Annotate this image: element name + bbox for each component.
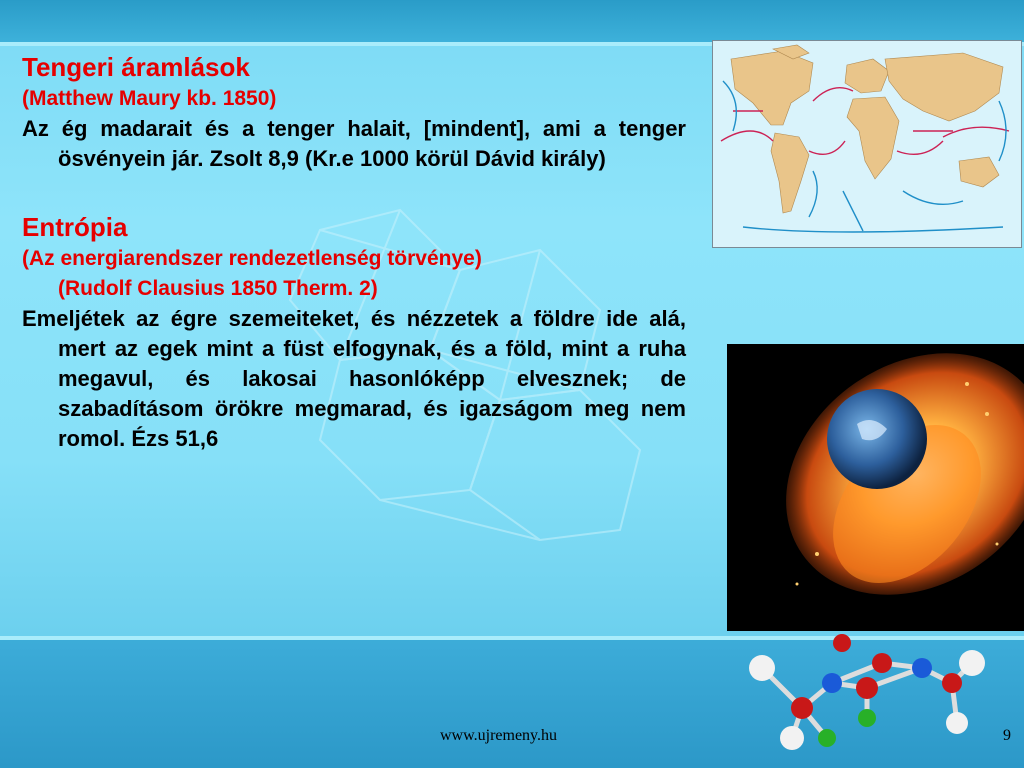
heading-ocean-currents: Tengeri áramlások (22, 52, 250, 82)
spacer (22, 174, 686, 210)
subheading-maury: (Matthew Maury kb. 1850) (22, 87, 277, 110)
subheading-clausius: (Rudolf Clausius 1850 Therm. 2) (58, 277, 378, 300)
ocean-currents-map-icon (712, 40, 1022, 248)
planet-explosion-icon (727, 344, 1024, 631)
footer-url: www.ujremeny.hu (440, 727, 558, 744)
paragraph-isaiah: Emeljétek az égre szemeiteket, és nézzetek a földre ide alá, mert az egek mint a füst elfogynak, és a föld, mint a ruha megavul, és lakosai hasonlóképp elvesznek; de szabadításom örökre megmarad, és igazságom meg nem romol. Ézs 51,6 (22, 306, 686, 451)
heading-entropy: Entrópia (22, 212, 128, 242)
slide-text (22, 50, 686, 454)
paragraph-psalm: Az ég madarait és a tenger halait, [mindent], ami a tenger ösvényein jár. Zsolt 8,9 (Kr.e 1000 körül Dávid király) (22, 116, 686, 171)
molecule-model-icon (742, 628, 1002, 758)
subheading-entropy-law: (Az energiarendszer rendezetlenség törvénye) (22, 247, 482, 270)
page-number: 9 (1003, 727, 1011, 744)
